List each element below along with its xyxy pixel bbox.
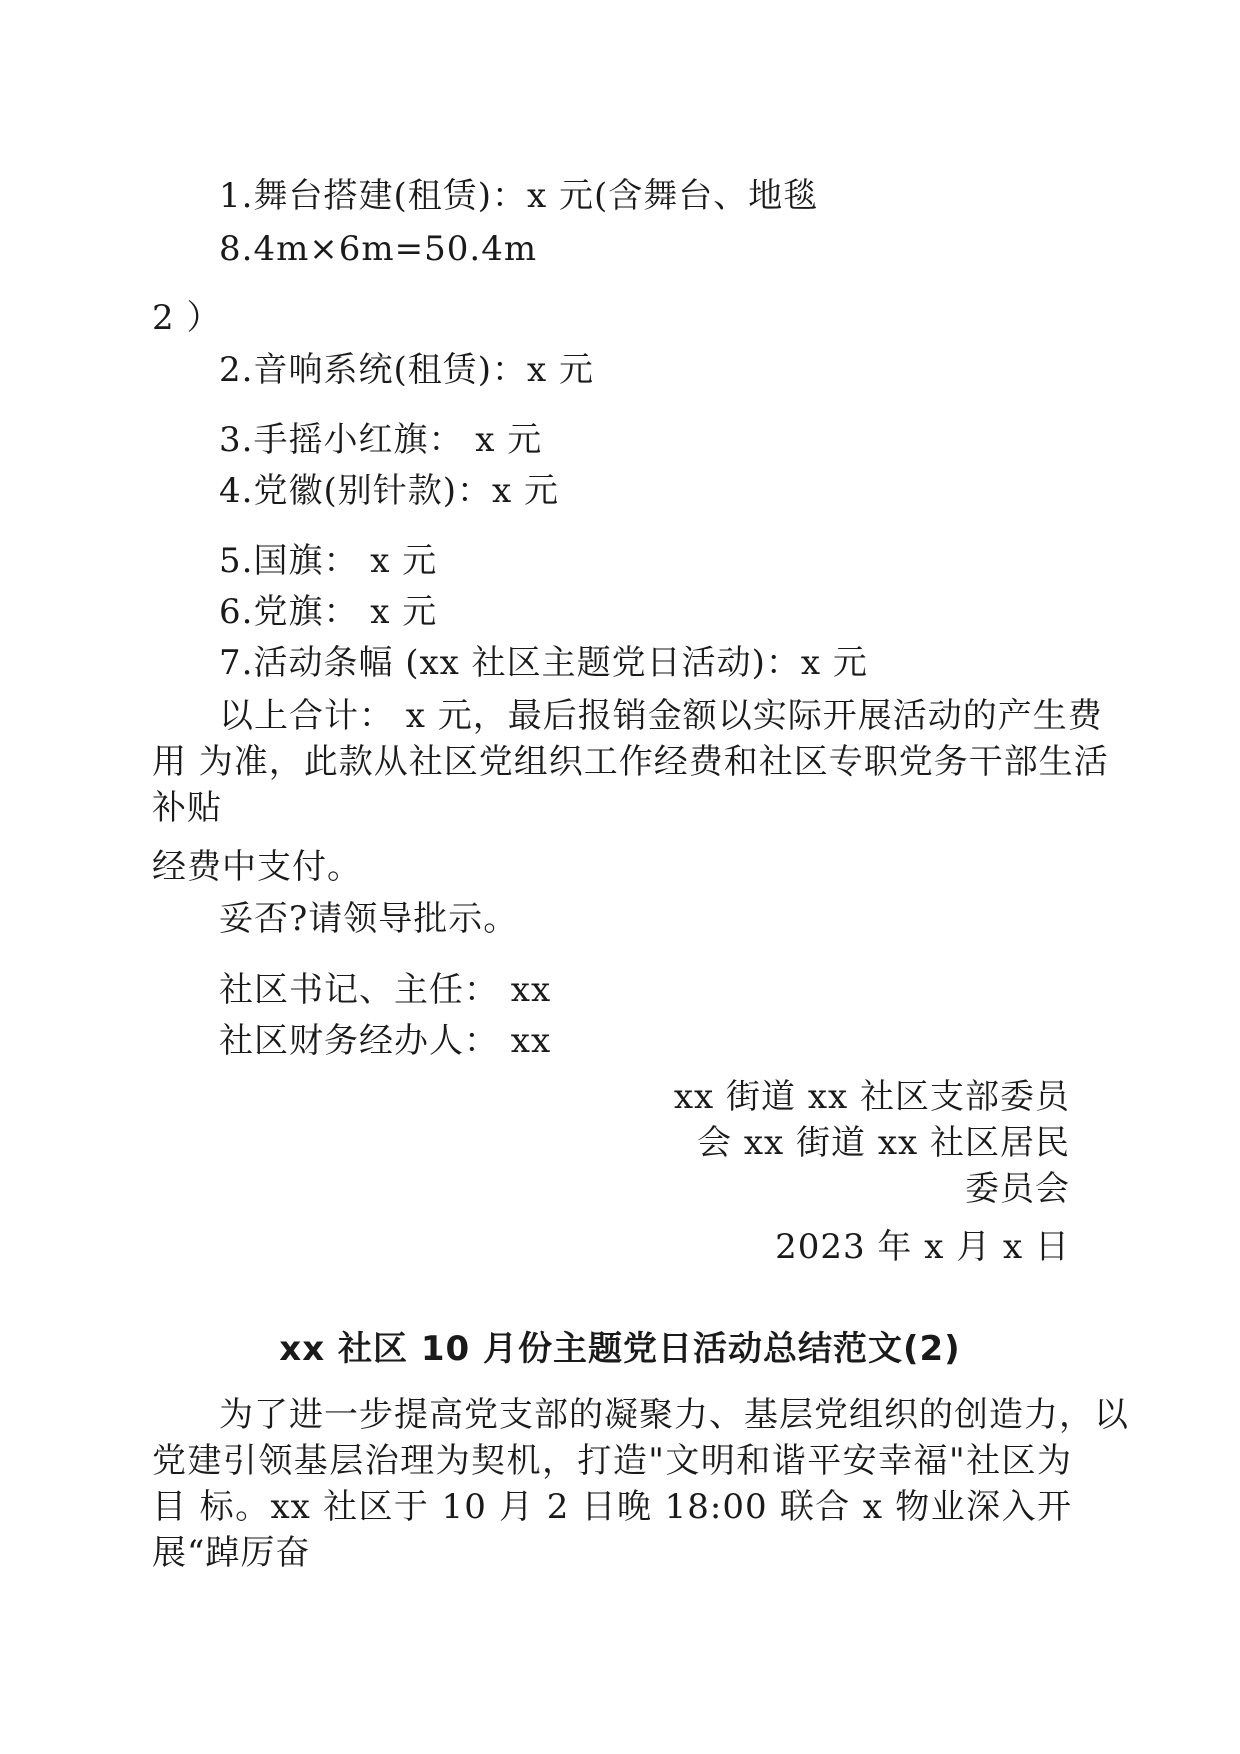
signature-finance: 社区财务经办人： xx (219, 1021, 552, 1061)
budget-item-banner: 7.活动条幅 (xx 社区主题党日活动)：x 元 (219, 643, 868, 683)
budget-item-party-flag: 6.党旗： x 元 (219, 592, 438, 632)
summary-paragraph-line-2: 党建引领基层治理为契机，打造"文明和谐平安幸福"社区为 (152, 1441, 1072, 1481)
summary-paragraph-line-3: 目 标。xx 社区于 10 月 2 日晚 18:00 联合 x 物业深入开 (152, 1487, 1072, 1527)
signature-secretary: 社区书记、主任： xx (219, 970, 552, 1010)
section-title: xx 社区 10 月份主题党日活动总结范文(2) (279, 1329, 961, 1369)
issuer-line-2: 会 xx 街道 xx 社区居民 (697, 1123, 1070, 1163)
total-paragraph-line-1: 以上合计： x 元，最后报销金额以实际开展活动的产生费 (219, 696, 1103, 736)
summary-paragraph-line-1: 为了进一步提高党支部的凝聚力、基层党组织的创造力，以 (219, 1395, 1129, 1435)
budget-item-stage: 1.舞台搭建(租赁)：x 元(含舞台、地毯 (219, 176, 819, 216)
budget-item-stage-size: 8.4m×6m=50.4m (219, 229, 538, 269)
total-paragraph-line-3: 补贴 (152, 788, 222, 828)
total-paragraph-line-4: 经费中支付。 (152, 847, 362, 887)
budget-item-party-badge: 4.党徽(别针款)：x 元 (219, 471, 559, 511)
total-paragraph-line-2: 用 为准，此款从社区党组织工作经费和社区专职党务干部生活 (152, 742, 1109, 782)
budget-item-stage-unit: 2 ） (152, 298, 222, 338)
budget-item-audio: 2.音响系统(租赁)：x 元 (219, 350, 594, 390)
document-date: 2023 年 x 月 x 日 (775, 1227, 1070, 1267)
issuer-line-3: 委员会 (965, 1169, 1070, 1209)
budget-item-national-flag: 5.国旗： x 元 (219, 541, 438, 581)
budget-item-hand-flags: 3.手摇小红旗： x 元 (219, 420, 543, 460)
summary-paragraph-line-4: 展“踔厉奋 (152, 1533, 311, 1573)
issuer-line-1: xx 街道 xx 社区支部委员 (673, 1077, 1070, 1117)
approval-request: 妥否?请领导批示。 (219, 899, 519, 939)
